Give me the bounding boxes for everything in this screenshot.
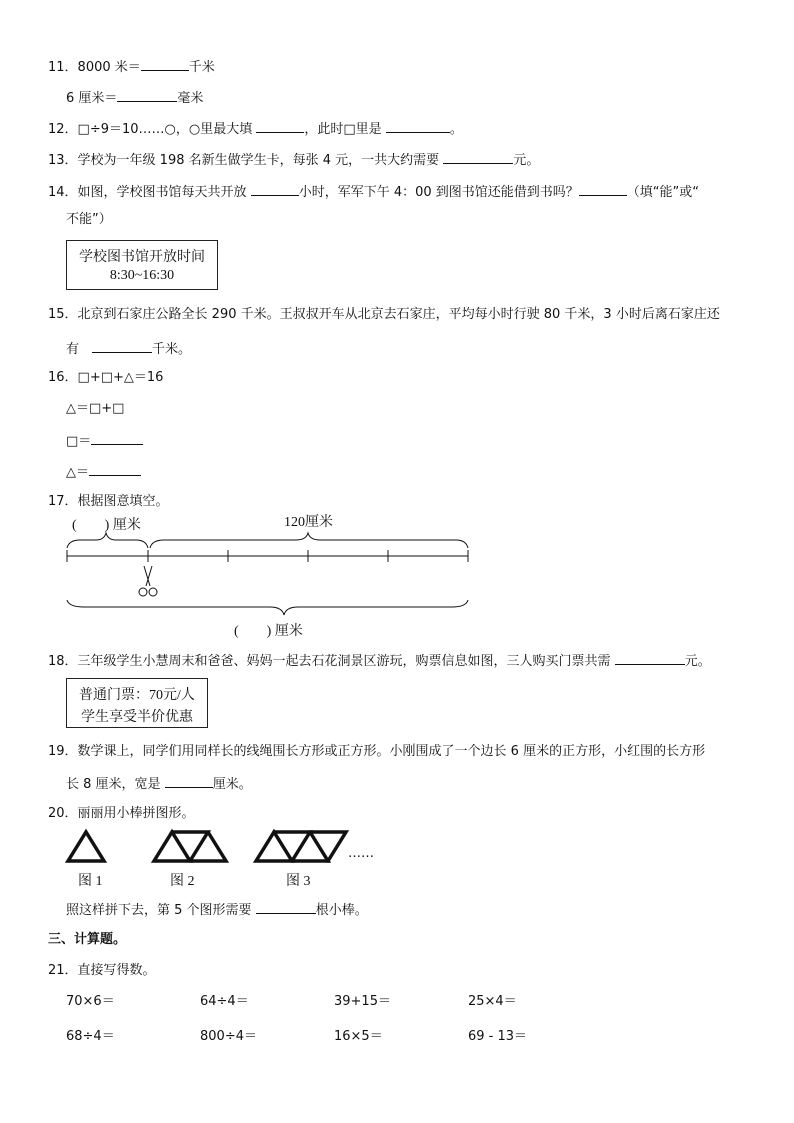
q21-title: 21．直接写得数。 (48, 963, 156, 978)
calc-item: 16×5＝ (334, 1029, 383, 1044)
scissors-icon (139, 566, 157, 596)
q16-line4: △＝ (66, 463, 141, 481)
figure-3 (256, 832, 346, 861)
rope-diagram (60, 530, 480, 620)
answer-blank[interactable] (251, 183, 299, 196)
q17-top-left-label: ( ) 厘米 (72, 518, 141, 533)
calc-item: 70×6＝ (66, 994, 115, 1009)
calc-item: 800÷4＝ (200, 1029, 257, 1044)
answer-blank[interactable] (386, 120, 450, 133)
brace-bottom (67, 600, 468, 615)
figure-1 (68, 832, 104, 861)
q20-question: 照这样拼下去，第 5 个图形需要 根小棒。 (66, 903, 368, 918)
brace-top-left (67, 533, 148, 548)
q11-line2: 6 厘米＝ 毫米 (66, 91, 204, 106)
library-hours-box: 学校图书馆开放时间 8:30~16:30 (66, 240, 218, 290)
q18: 18．三年级学生小慧周末和爸爸、妈妈一起去石花洞景区游玩，购票信息如图，三人购买门票共需 元。 (48, 654, 711, 669)
q16-line2: △＝□+□ (66, 401, 125, 416)
calc-item: 68÷4＝ (66, 1029, 115, 1044)
calc-item: 39+15＝ (334, 994, 391, 1009)
figure-ellipsis: …… (348, 846, 374, 861)
q19-line1: 19．数学课上，同学们用同样长的线绳围长方形或正方形。小刚围成了一个边长 6 厘米的正方形，小红围的长方形 (48, 744, 706, 759)
q11-number: 11． (48, 60, 78, 75)
answer-blank[interactable] (92, 340, 152, 353)
q16-line1: 16．□+□+△＝16 (48, 370, 164, 385)
calc-item: 64÷4＝ (200, 994, 249, 1009)
q14-line2: 不能”） (66, 212, 112, 227)
section-3-title: 三、计算题。 (48, 932, 127, 947)
answer-blank[interactable] (579, 183, 627, 196)
q13: 13．学校为一年级 198 名新生做学生卡，每张 4 元，一共大约需要 元。 (48, 153, 540, 168)
fig3-label: 图 3 (286, 874, 311, 889)
answer-blank[interactable] (256, 901, 316, 914)
q15-line2: 有 千米。 (66, 342, 192, 357)
answer-blank[interactable] (91, 432, 143, 445)
calc-item: 69 - 13＝ (468, 1029, 528, 1044)
answer-blank[interactable] (141, 58, 189, 71)
fig1-label: 图 1 (78, 874, 103, 889)
q14-line1: 14．如图，学校图书馆每天共开放 小时，军军下午 4：00 到图书馆还能借到书吗？ （填“能”或“ (48, 185, 699, 200)
answer-blank[interactable] (117, 89, 177, 102)
q17-bottom-label: ( ) 厘米 (234, 624, 303, 639)
stick-figures (60, 826, 360, 868)
q12: 12．□÷9＝10……○，○里最大填 ，此时□里是 。 (48, 122, 463, 137)
answer-blank[interactable] (443, 151, 513, 164)
answer-blank[interactable] (256, 120, 304, 133)
ticket-info-box: 普通门票：70元/人 学生享受半价优惠 (66, 678, 208, 728)
q17-title: 17．根据图意填空。 (48, 494, 169, 509)
figure-2 (154, 832, 226, 861)
q16-line3: □＝ (66, 432, 143, 450)
brace-top-right (150, 533, 468, 548)
answer-blank[interactable] (165, 775, 213, 788)
q17-top-right-label: 120厘米 (284, 515, 333, 530)
q15-line1: 15．北京到石家庄公路全长 290 千米。王叔叔开车从北京去石家庄，平均每小时行驶 80 千米，3 小时后离石家庄还 (48, 307, 720, 322)
answer-blank[interactable] (615, 652, 685, 665)
q19-line2: 长 8 厘米，宽是 厘米。 (66, 777, 252, 792)
q20-title: 20．丽丽用小棒拼图形。 (48, 806, 195, 821)
answer-blank[interactable] (89, 463, 141, 476)
q11-line1: 11．8000 米＝ 千米 (48, 60, 215, 75)
fig2-label: 图 2 (170, 874, 195, 889)
calc-item: 25×4＝ (468, 994, 517, 1009)
